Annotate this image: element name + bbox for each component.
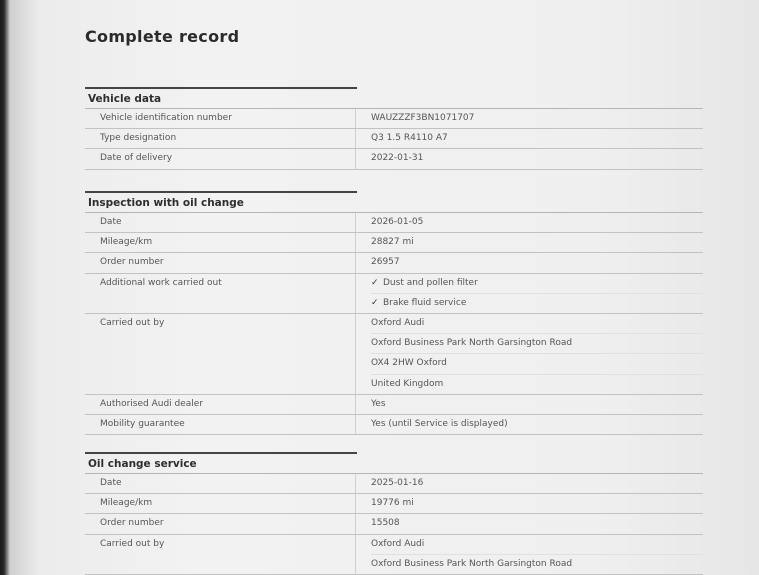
table-row — [85, 233, 703, 253]
section-heading: Inspection with oil change — [85, 195, 703, 213]
vehicle-data-section — [85, 87, 703, 170]
row-value: Yes — [371, 398, 386, 409]
address-line: Oxford Business Park North Garsington Road — [371, 334, 703, 354]
table-row — [85, 474, 703, 494]
row-label: Mileage/km — [85, 233, 356, 252]
row-value: 26957 — [371, 257, 400, 268]
work-item: ✓ Dust and pollen filter — [371, 274, 703, 294]
table-row — [85, 213, 703, 233]
section-rule — [85, 191, 357, 193]
section-rule — [85, 87, 357, 89]
row-label: Mileage/km — [85, 494, 356, 513]
row-value: WAUZZZF3BN1071707 — [371, 113, 475, 123]
table-row — [85, 149, 703, 169]
row-label: Carried out by — [85, 535, 356, 574]
address-line: United Kingdom — [371, 378, 444, 389]
address-line: Oxford Audi — [371, 535, 703, 555]
section-heading: Vehicle data — [85, 91, 703, 109]
table-row — [85, 253, 703, 273]
table-row — [85, 314, 703, 395]
row-value: 2025-01-16 — [371, 478, 424, 488]
row-label: Order number — [85, 253, 356, 272]
table-row — [85, 395, 703, 415]
address-line: Oxford Business Park North Garsington Road — [371, 558, 573, 569]
row-label: Vehicle identification number — [85, 109, 356, 128]
row-label: Date — [85, 213, 356, 232]
oil-change-section — [85, 452, 703, 575]
address-line: OX4 2HW Oxford — [371, 354, 703, 374]
section-heading: Oil change service — [85, 456, 703, 474]
row-value: 15508 — [371, 518, 400, 529]
row-label: Type designation — [85, 129, 356, 148]
row-value: 2022-01-31 — [371, 153, 424, 164]
page-title: Complete record — [85, 27, 240, 46]
table-row — [85, 514, 703, 534]
row-label: Mobility guarantee — [85, 415, 356, 434]
row-label: Date of delivery — [85, 149, 356, 168]
row-value: Q3 1.5 R4110 A7 — [371, 133, 448, 144]
table-row — [85, 274, 703, 314]
row-label: Authorised Audi dealer — [85, 395, 356, 414]
table-row — [85, 129, 703, 149]
address-line: Oxford Audi — [371, 314, 703, 334]
row-value: 19776 mi — [371, 498, 414, 509]
row-label: Carried out by — [85, 314, 356, 394]
table-row — [85, 415, 703, 435]
table-row — [85, 109, 703, 129]
row-value: 2026-01-05 — [371, 217, 424, 227]
checkmark-icon: ✓ — [371, 297, 379, 308]
row-label: Additional work carried out — [85, 274, 356, 313]
row-label: Date — [85, 474, 356, 493]
table-row — [85, 494, 703, 514]
work-item: ✓ Brake fluid service — [371, 294, 703, 313]
checkmark-icon: ✓ — [371, 277, 379, 288]
row-value: 28827 mi — [371, 237, 414, 248]
row-value: Yes (until Service is displayed) — [371, 418, 508, 429]
row-label: Order number — [85, 514, 356, 533]
inspection-section — [85, 191, 703, 435]
section-rule — [85, 452, 357, 454]
